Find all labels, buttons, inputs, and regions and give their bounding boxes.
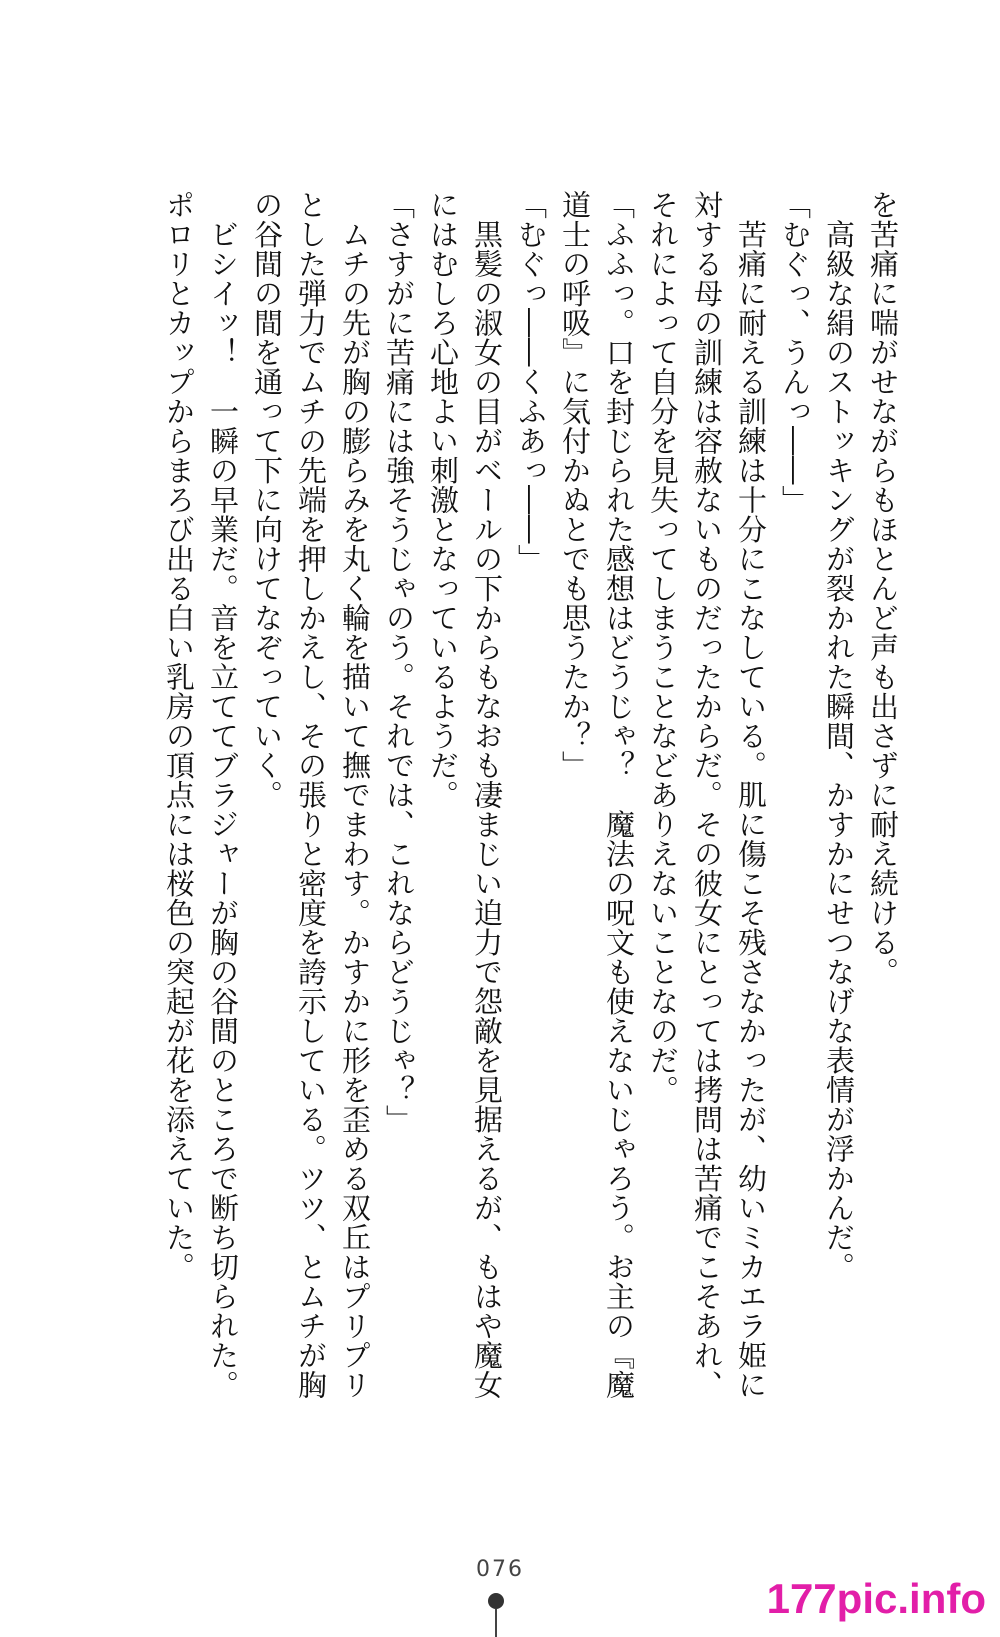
dialogue-line: 「さすがに苦痛には強そうじゃのう。それでは、これならどうじゃ？」 bbox=[382, 190, 416, 1134]
site-watermark: 177pic.info bbox=[766, 1575, 986, 1622]
paragraph: 黒髪の淑女の目がベールの下からもなおも凄まじい迫力で怨敵を見据えるが、もはや魔女にはむしろ心地よい刺激となっているようだ。 bbox=[426, 190, 504, 1400]
paragraph: ビシイッ！ 一瞬の早業だ。音を立ててブラジャーが胸の谷間のところで断ち切られた。 bbox=[206, 190, 240, 1400]
folio-dot-icon bbox=[488, 1593, 504, 1609]
vertical-text-body bbox=[85, 190, 905, 1420]
paragraph: 苦痛に耐える訓練は十分にこなしている。肌に傷こそ残さなかったが、幼いミカエラ姫に対する母の訓練は容赦ないものだったからだ。その彼女にとっては拷問は苦痛でこそあれ、それによって自分を見失ってしまうことなどありえないことなのだ。 bbox=[646, 190, 768, 1400]
paragraph: 高級な絹のストッキングが裂かれた瞬間、かすかにせつなげな表情が浮かんだ。 bbox=[822, 190, 856, 1282]
dialogue-line: 「むぐっ、うんっ――」 bbox=[778, 190, 812, 515]
paragraph: を苦痛に喘がせながらもほとんど声も出さずに耐え続ける。 bbox=[866, 190, 900, 987]
dialogue-line: 「むぐっ――くふあっ――」 bbox=[514, 190, 548, 574]
paragraph: ポロリとカップからまろび出る白い乳房の頂点には桜色の突起が花を添えていた。 bbox=[162, 190, 196, 1282]
page-number: 076 bbox=[476, 1557, 524, 1582]
dialogue-line: 「ふふっ。口を封じられた感想はどうじゃ？ 魔法の呪文も使えないじゃろう。お主の『魔道士の呼吸』に気付かぬとでも思うたか？」 bbox=[558, 190, 636, 1400]
folio-divider bbox=[495, 1609, 497, 1637]
paragraph: ムチの先が胸の膨らみを丸く輪を描いて撫でまわす。かすかに形を歪める双丘はプリプリとした弾力でムチの先端を押しかえし、その張りと密度を誇示している。ツツ、とムチが胸の谷間の間を通って下に向けてなぞっていく。 bbox=[250, 190, 372, 1400]
